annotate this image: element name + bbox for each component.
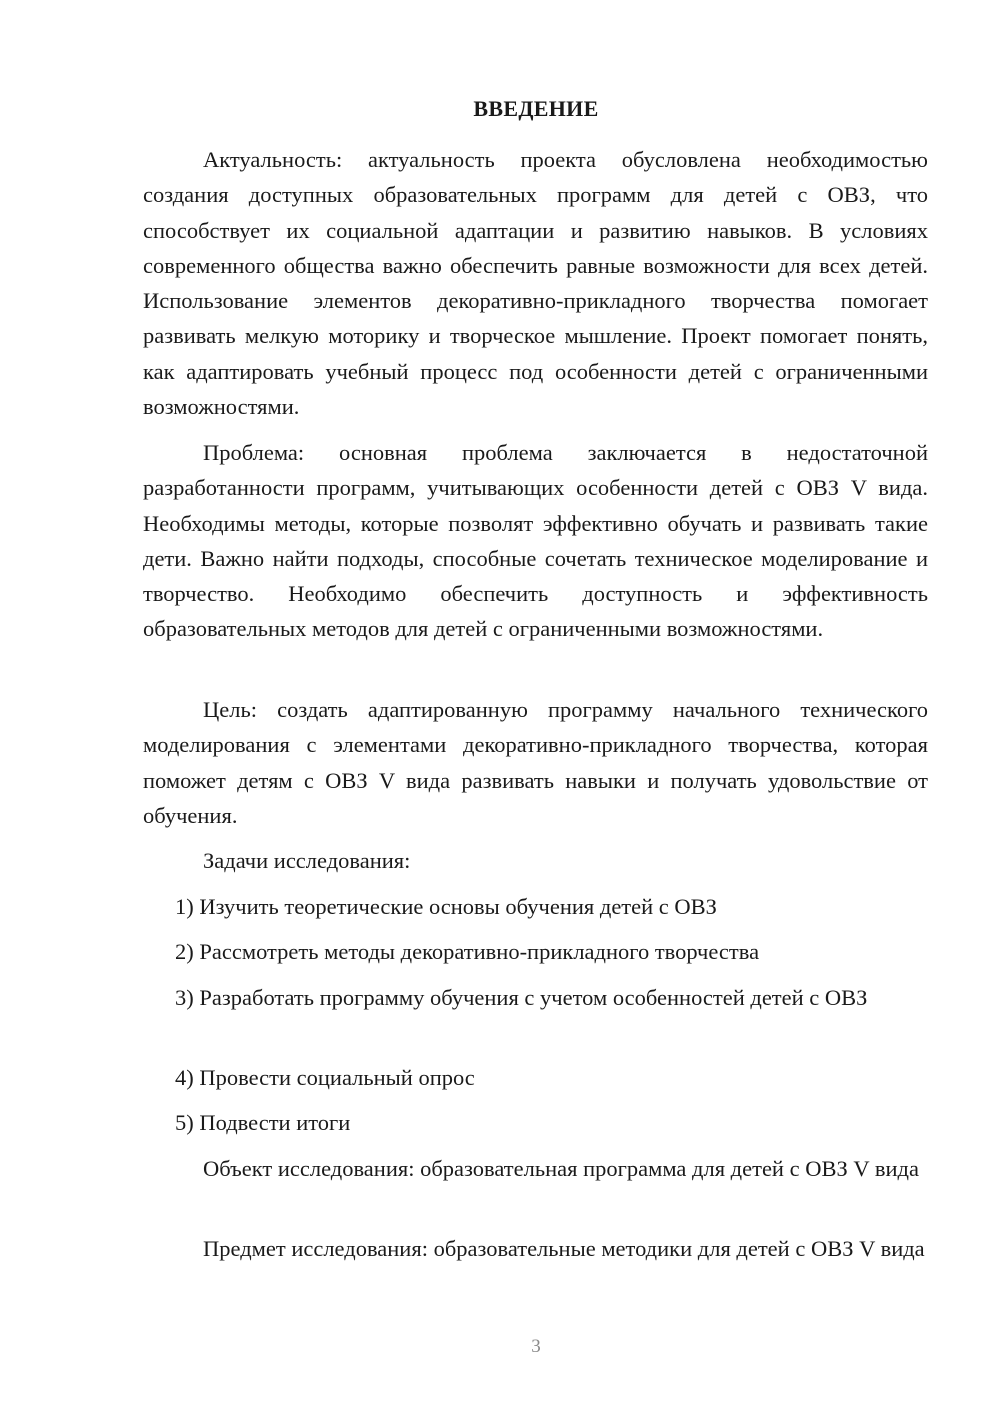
task-item-1: 1) Изучить теоретические основы обучения детей с ОВЗ xyxy=(175,894,717,919)
paragraph-object: Объект исследования: образовательная программа для детей с ОВЗ V вида xyxy=(203,1156,919,1181)
paragraph-subject: Предмет исследования: образовательные методики для детей с ОВЗ V вида xyxy=(203,1236,925,1261)
task-item-3: 3) Разработать программу обучения с учетом особенностей детей с ОВЗ xyxy=(175,985,868,1010)
paragraph-relevance: Актуальность: актуальность проекта обусловлена необходимостью создания доступных образовательных программ для детей с ОВЗ, что способствует их социальной адаптации и развитию навыков. В условиях современного общества важно обеспечить равные возможности для всех детей. Использование элементов декоративно-прикладного творчества помогает развивать мелкую моторику и творческое мышление. Проект помогает понять, как адаптировать учебный процесс под особенности детей с ограниченными возможностями. xyxy=(143,147,928,420)
task-item-2: 2) Рассмотреть методы декоративно-прикладного творчества xyxy=(175,939,760,964)
page-title: ВВЕДЕНИЕ xyxy=(473,96,599,121)
task-item-5: 5) Подвести итоги xyxy=(175,1110,351,1135)
paragraph-goal: Цель: создать адаптированную программу начального технического моделирования с элементами декоративно-прикладного творчества, которая поможет детям с ОВЗ V вида развивать навыки и получать удовольствие от обучения. xyxy=(143,697,928,828)
tasks-heading: Задачи исследования: xyxy=(203,848,411,873)
paragraph-problem: Проблема: основная проблема заключается в недостаточной разработанности программ, учитывающих особенности детей с ОВЗ V вида. Необходимы методы, которые позволят эффективно обучать и развивать такие дети. Важно найти подходы, способные сочетать техническое моделирование и творчество. Необходимо обеспечить доступность и эффективность образовательных методов для детей с ограниченными возможностями. xyxy=(143,440,928,642)
page-number: 3 xyxy=(531,1336,541,1357)
task-item-4: 4) Провести социальный опрос xyxy=(175,1065,475,1090)
